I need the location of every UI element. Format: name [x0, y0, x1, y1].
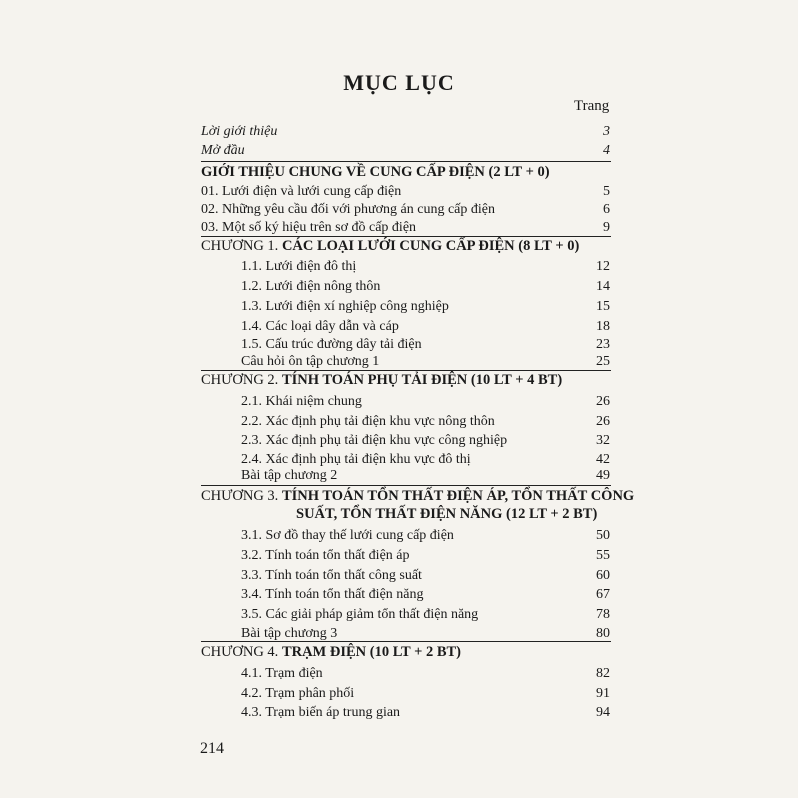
toc-entry: 3.4. Tính toán tổn thất điện năng 67 — [241, 587, 610, 602]
toc-entry: 1.4. Các loại dây dẫn và cáp 18 — [241, 319, 610, 334]
toc-entry: 2.4. Xác định phụ tải điện khu vực đô thị 42 — [241, 452, 610, 467]
toc-entry: 02. Những yêu cầu đối với phương án cung cấp điện 6 — [201, 202, 610, 217]
toc-entry: 01. Lưới điện và lưới cung cấp điện 5 — [201, 184, 610, 199]
section-heading: GIỚI THIỆU CHUNG VỀ CUNG CẤP ĐIỆN (2 LT + 0) — [201, 164, 550, 180]
page-number: 214 — [200, 740, 224, 757]
page-title: MỤC LỤC — [343, 70, 455, 95]
toc-entry: Câu hỏi ôn tập chương 1 25 — [241, 354, 610, 369]
toc-entry: 3.2. Tính toán tổn thất điện áp 55 — [241, 548, 610, 563]
toc-entry: 1.5. Cấu trúc đường dây tải điện 23 — [241, 337, 610, 352]
chapter-heading: CHƯƠNG 3. TÍNH TOÁN TỔN THẤT ĐIỆN ÁP, TỔN THẤT CÔNG — [201, 488, 635, 504]
toc-entry: Bài tập chương 2 49 — [241, 468, 610, 483]
toc-entry: 1.1. Lưới điện đô thị 12 — [241, 259, 610, 274]
page-column-label: Trang — [574, 98, 610, 114]
chapter-heading: CHƯƠNG 2. TÍNH TOÁN PHỤ TẢI ĐIỆN (10 LT + 4 BT) — [201, 372, 563, 388]
toc-entry: Mở đầu 4 — [201, 143, 610, 158]
toc-entry: 1.3. Lưới điện xí nghiệp công nghiệp 15 — [241, 299, 610, 314]
chapter-heading: CHƯƠNG 1. CÁC LOẠI LƯỚI CUNG CẤP ĐIỆN (8 LT + 0) — [201, 238, 580, 254]
toc-entry: 4.3. Trạm biến áp trung gian 94 — [241, 705, 610, 720]
toc-entry: 3.3. Tính toán tổn thất công suất 60 — [241, 568, 610, 583]
toc-entry: 2.3. Xác định phụ tải điện khu vực công nghiệp 32 — [241, 433, 610, 448]
toc-entry: 4.2. Trạm phân phối 91 — [241, 686, 610, 701]
chapter-heading-continued: SUẤT, TỔN THẤT ĐIỆN NĂNG (12 LT + 2 BT) — [296, 506, 598, 522]
toc-entry: 2.2. Xác định phụ tải điện khu vực nông thôn 26 — [241, 414, 610, 429]
toc-entry: 03. Một số ký hiệu trên sơ đồ cấp điện 9 — [201, 220, 610, 235]
toc-entry: 3.1. Sơ đồ thay thế lưới cung cấp điện 50 — [241, 528, 610, 543]
chapter-heading: CHƯƠNG 4. TRẠM ĐIỆN (10 LT + 2 BT) — [201, 644, 462, 660]
toc-entry: 4.1. Trạm điện 82 — [241, 666, 610, 681]
toc-entry: Lời giới thiệu 3 — [201, 124, 610, 139]
toc-entry: Bài tập chương 3 80 — [241, 626, 610, 641]
toc-entry: 2.1. Khái niệm chung 26 — [241, 394, 610, 409]
toc-entry: 1.2. Lưới điện nông thôn 14 — [241, 279, 610, 294]
toc-entry: 3.5. Các giải pháp giảm tổn thất điện năng 78 — [241, 607, 610, 622]
